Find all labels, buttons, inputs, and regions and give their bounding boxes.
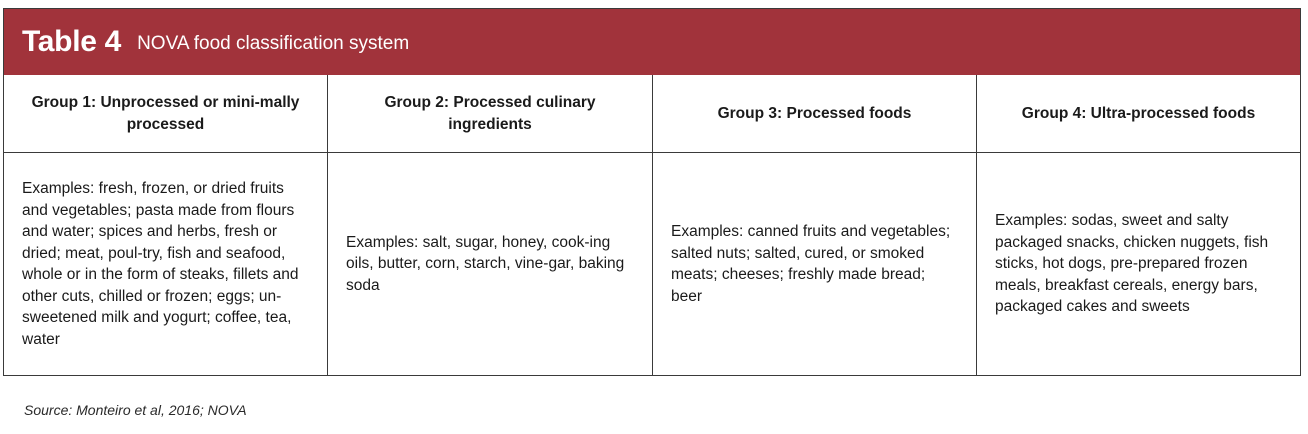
examples-cell-group-3 bbox=[652, 152, 976, 375]
examples-cell-group-4 bbox=[976, 152, 1300, 375]
table-title-banner bbox=[4, 9, 1300, 75]
column-header-group-2 bbox=[327, 75, 652, 152]
column-header-label: Group 3: Processed foods bbox=[717, 104, 912, 122]
column-header-label: Group 2: Processed culinary ingredients bbox=[384, 93, 596, 133]
examples-text: Examples: canned fruits and vegetables; salted nuts; salted, cured, or smoked meats; cheeses; freshly made bread; beer bbox=[671, 223, 951, 305]
column-header-group-4 bbox=[976, 75, 1300, 152]
examples-text: Examples: salt, sugar, honey, cook-ing oils, butter, corn, starch, vine-gar, baking soda bbox=[346, 233, 625, 294]
examples-cell-group-1 bbox=[4, 152, 327, 375]
examples-cell-group-2 bbox=[327, 152, 652, 375]
table-number: Table 4 bbox=[22, 25, 122, 58]
source-note: Source: Monteiro et al, 2016; NOVA bbox=[24, 402, 247, 418]
column-header-label: Group 1: Unprocessed or mini-mally processed bbox=[31, 93, 300, 133]
column-header-label: Group 4: Ultra-processed foods bbox=[1021, 104, 1256, 122]
column-header-group-1 bbox=[4, 75, 327, 152]
table-grid bbox=[4, 75, 1300, 375]
column-header-group-3 bbox=[652, 75, 976, 152]
examples-text: Examples: sodas, sweet and salty packaged snacks, chicken nuggets, fish sticks, hot dogs, pre-prepared frozen meals, breakfast cereals, energy bars, packaged cakes and sweets bbox=[995, 212, 1269, 316]
nova-classification-table bbox=[3, 8, 1301, 376]
table-title: NOVA food classification system bbox=[137, 33, 410, 54]
examples-text: Examples: fresh, frozen, or dried fruits and vegetables; pasta made from flours and water; spices and herbs, fresh or dried; meat, poul-try, fish and seafood, whole or in the form of steaks, fillets and other cuts, chilled or frozen; eggs; un-sweetened milk and yogurt; coffee, tea, water bbox=[22, 180, 299, 348]
